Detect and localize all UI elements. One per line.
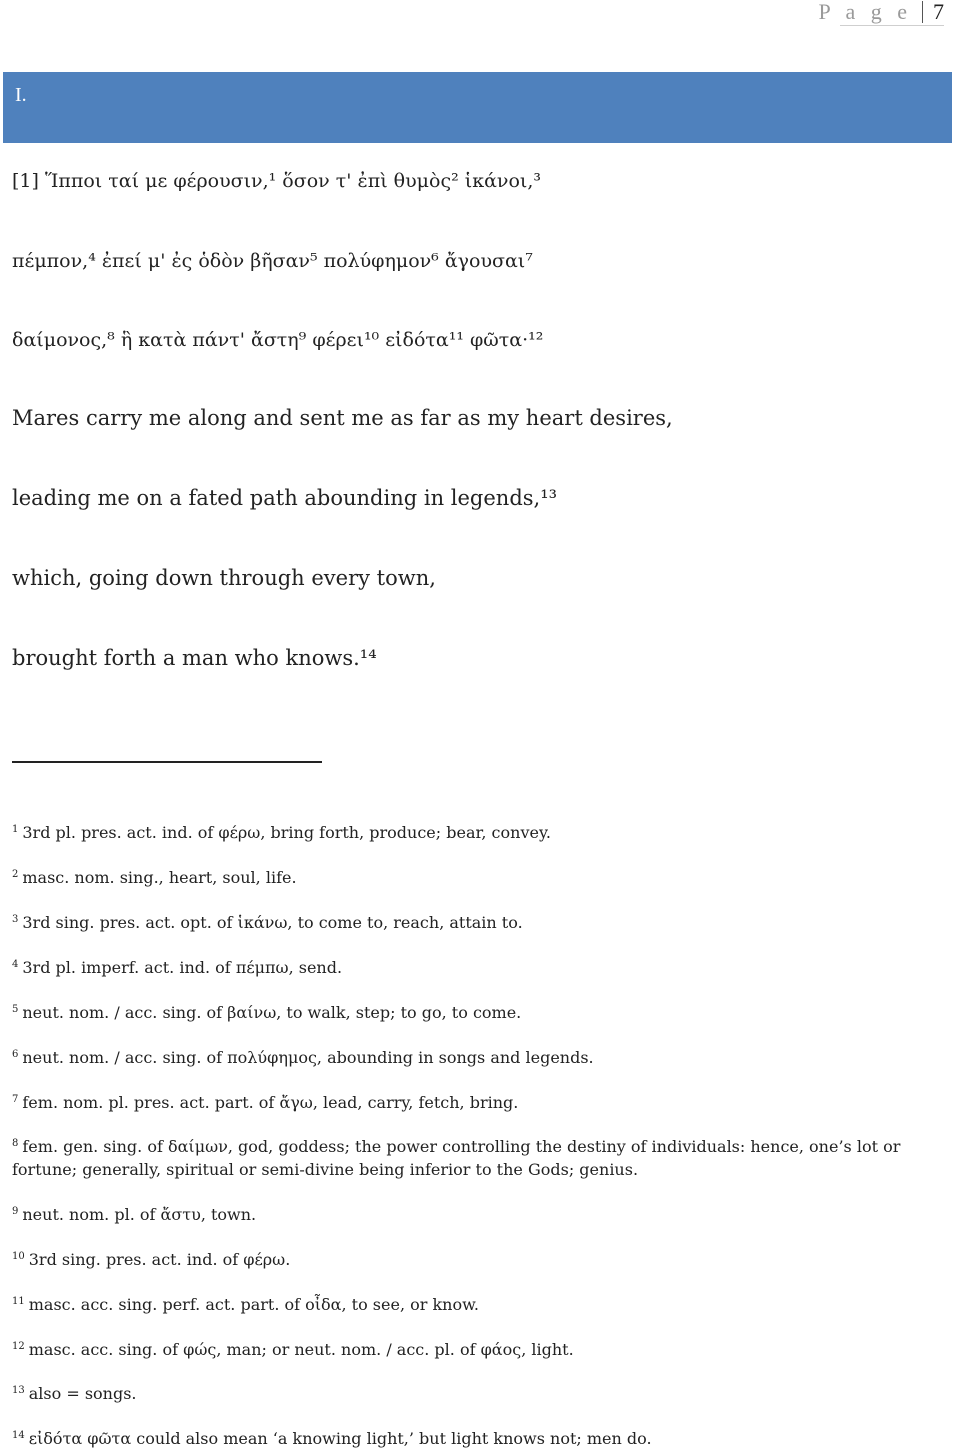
footnote-number: 14 [12, 1429, 25, 1441]
footnote-text: εἰδότα φῶτα could also mean ‘a knowing light,’ but light knows not; men do. [28, 1429, 652, 1448]
page-header [819, 0, 944, 24]
english-line-4: brought forth a man who knows.¹⁴ [12, 646, 377, 670]
footnote [12, 1046, 942, 1069]
page-number: 7 [933, 0, 944, 24]
footnote [12, 1293, 942, 1316]
footnote [12, 1382, 942, 1405]
section-heading-bar [3, 72, 952, 143]
footnote [12, 1427, 942, 1450]
footnote-number: 4 [12, 958, 19, 970]
greek-line-2: πέμπον,⁴ ἐπεί μ' ἐς ὁδὸν βῆσαν⁵ πολύφημον⁶ ἄγουσαι⁷ [12, 250, 533, 272]
footnote-number: 12 [12, 1340, 25, 1352]
section-title: I. [15, 84, 27, 106]
english-line-3: which, going down through every town, [12, 566, 436, 590]
footnote-text: neut. nom. / acc. sing. of βαίνω, to walk, step; to go, to come. [22, 1003, 522, 1022]
footnote-number: 5 [12, 1003, 19, 1015]
footnote-text: neut. nom. pl. of ἄστυ, town. [22, 1205, 257, 1224]
footnote-text: 3rd sing. pres. act. opt. of ἱκάνω, to come to, reach, attain to. [22, 913, 523, 932]
footnote-text: masc. acc. sing. of φώς, man; or neut. nom. / acc. pl. of φάος, light. [28, 1340, 574, 1359]
footnote-number: 3 [12, 913, 19, 925]
footnote [12, 1091, 942, 1114]
greek-line-1: [1] Ἵπποι ταί με φέρουσιν,¹ ὅσον τ' ἐπὶ θυμὸς² ἱκάνοι,³ [12, 170, 542, 192]
footnote-text: fem. nom. pl. pres. act. part. of ἄγω, lead, carry, fetch, bring. [22, 1093, 519, 1112]
english-line-2: leading me on a fated path abounding in legends,¹³ [12, 486, 558, 510]
page-separator [922, 1, 923, 23]
footnote-text: neut. nom. / acc. sing. of πολύφημος, abounding in songs and legends. [22, 1048, 594, 1067]
footnote [12, 1135, 942, 1181]
page-word: P a g e [818, 0, 912, 24]
footnote-text: masc. acc. sing. perf. act. part. of οἶδα, to see, or know. [28, 1295, 479, 1314]
footnote [12, 911, 942, 934]
english-line-1: Mares carry me along and sent me as far as my heart desires, [12, 406, 673, 430]
footnote-number: 13 [12, 1384, 25, 1396]
footnote-number: 8 [12, 1137, 19, 1149]
footnote [12, 866, 942, 889]
footnote [12, 956, 942, 979]
footnote-separator [12, 761, 322, 763]
footnote [12, 821, 942, 844]
footnote-number: 1 [12, 823, 19, 835]
footnote [12, 1001, 942, 1024]
footnote-text: fem. gen. sing. of δαίμων, god, goddess; the power controlling the destiny of individuals: hence, one’s lot or fortune; generally, spiritual or semi-divine being inferior to the Gods; genius. [12, 1137, 901, 1179]
footnote [12, 1248, 942, 1271]
footnote-number: 2 [12, 868, 19, 880]
footnote-number: 10 [12, 1250, 25, 1262]
footnote-text: also = songs. [28, 1384, 137, 1403]
header-rule [840, 25, 944, 26]
footnote-text: masc. nom. sing., heart, soul, life. [22, 868, 297, 887]
footnote-text: 3rd pl. imperf. act. ind. of πέμπω, send. [22, 958, 343, 977]
footnote-number: 11 [12, 1295, 25, 1307]
footnote-text: 3rd sing. pres. act. ind. of φέρω. [28, 1250, 291, 1269]
footnote [12, 1203, 942, 1226]
footnote [12, 1338, 942, 1361]
footnote-number: 9 [12, 1205, 19, 1217]
footnote-number: 7 [12, 1093, 19, 1105]
footnote-text: 3rd pl. pres. act. ind. of φέρω, bring forth, produce; bear, convey. [22, 823, 551, 842]
footnote-number: 6 [12, 1048, 19, 1060]
greek-line-3: δαίμονος,⁸ ἣ κατὰ πάντ' ἄστη⁹ φέρει¹⁰ εἰδότα¹¹ φῶτα·¹² [12, 329, 544, 351]
